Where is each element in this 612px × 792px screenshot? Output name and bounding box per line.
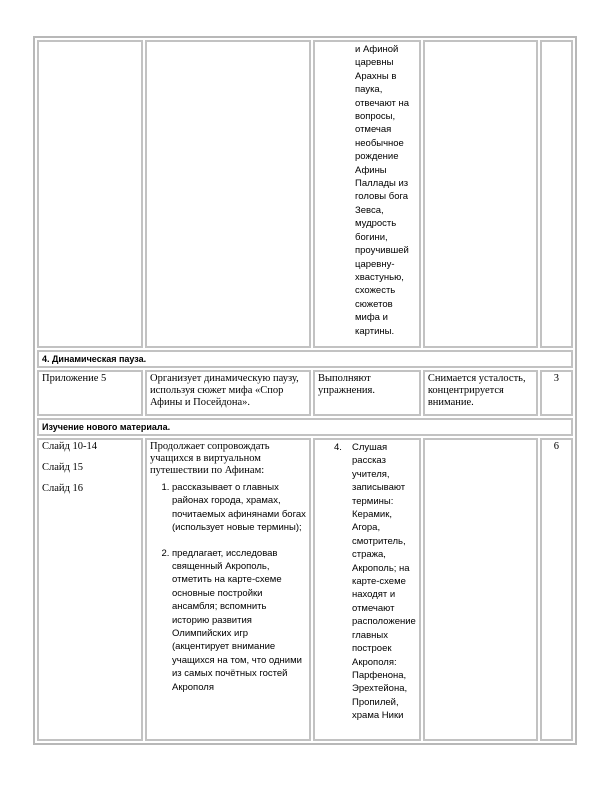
section-heading-new-material: Изучение нового материала. [37, 418, 573, 436]
section-heading-pause: 4. Динамическая пауза. [37, 350, 573, 368]
table-row [37, 438, 573, 741]
student-item [318, 441, 416, 723]
new-time: 6 [540, 438, 573, 741]
teacher-intro: Продолжает сопровождать учащихся в виртуальном путешествии по Афинам: [150, 441, 270, 476]
pause-result: Снимается усталость, концентрируется внимание. [423, 370, 538, 416]
slide-ref: Слайд 10-14 [42, 441, 97, 452]
pause-resources: Приложение 5 [37, 370, 143, 416]
list-number: 4. [334, 442, 342, 453]
table-row [37, 370, 573, 416]
pause-time: 3 [540, 370, 573, 416]
student-activity-text: и Афиной царевны Арахны в паука, отвечают на вопросы, отмечая необычное рождение Афины Паллады из головы бога Зевса, мудрость богини, проучившей царевну-хвастунью, схожесть сюжетов мифа и картины. [355, 44, 410, 337]
new-resources [37, 438, 143, 741]
new-result [423, 438, 538, 741]
list-item: 2. предлагает, исследовав священный Акрополь, отметить на карте-схеме основные постройки ансамбля; вспомнить историю развития Олимпийских игр (акцентирует внимание учащихся на том, что одними из самых почётных гостей Акрополя [172, 547, 306, 694]
student-activity-text: Слушая рассказ учителя, записывают термины: Керамик, Агора, смотритель, стража, Акрополь; на карте-схеме находят и отмечают расположение главных построек Акрополя: Парфенона, Эрехтейона, Пропилей, храма Ники [352, 442, 416, 722]
cell-student-activity [313, 40, 421, 348]
cell-time [540, 40, 573, 348]
table-row [37, 40, 573, 348]
new-student-activity [313, 438, 421, 741]
slide-ref: Слайд 15 [42, 462, 83, 473]
teacher-list [150, 481, 306, 694]
new-teacher-activity [145, 438, 311, 741]
section-row [37, 350, 573, 368]
lesson-plan-table [33, 36, 577, 745]
slide-ref: Слайд 16 [42, 483, 83, 494]
cell-teacher-activity [145, 40, 311, 348]
pause-teacher-activity: Организует динамическую паузу, используя сюжет мифа «Спор Афины и Посейдона». [145, 370, 311, 416]
cell-resources [37, 40, 143, 348]
list-item: 1. рассказывает о главных районах города, храмах, почитаемых афинянами богах (использует новые термины); [172, 481, 306, 535]
pause-student-activity: Выполняют упражнения. [313, 370, 421, 416]
section-row [37, 418, 573, 436]
cell-result [423, 40, 538, 348]
